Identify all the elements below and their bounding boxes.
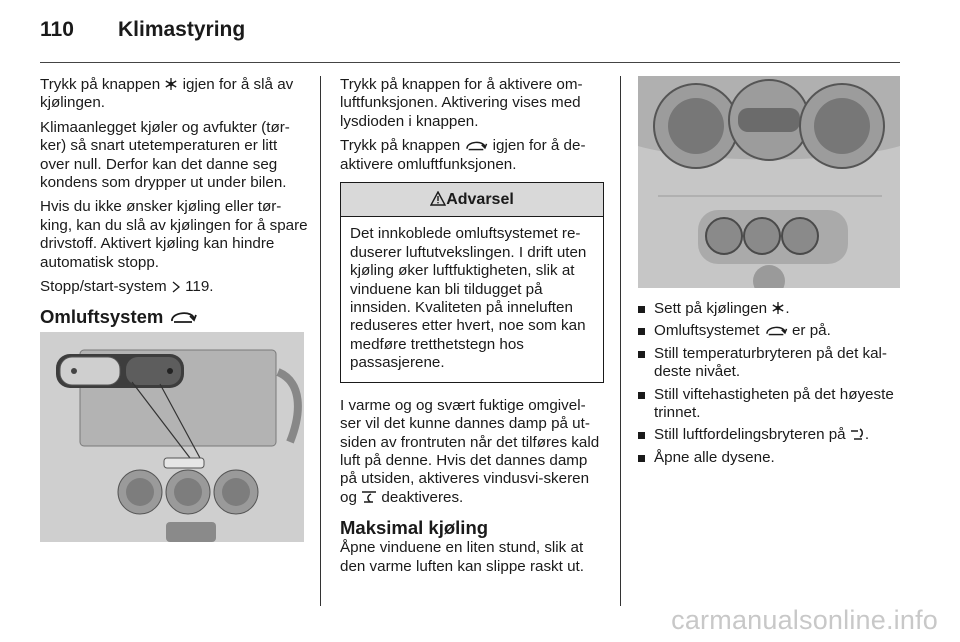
list-item bbox=[638, 345, 900, 382]
paragraph-fuel-saving: Hvis du ikke ønsker kjøling eller tør-king, kan du slå av kjølingen for å spare drivstoff. Aktivert kjøling kan hindre automatisk stopp. bbox=[40, 198, 308, 271]
section-heading-max-cooling: Maksimal kjøling bbox=[340, 517, 489, 539]
paragraph-max-cooling: Åpne vinduene en liten stund, slik at den varme luften kan slippe raskt ut. bbox=[340, 539, 584, 575]
list-item bbox=[638, 449, 900, 467]
section-heading-recirculation bbox=[40, 306, 308, 328]
watermark: carmanualsonline.info bbox=[671, 605, 938, 635]
list-item bbox=[638, 426, 900, 444]
list-item bbox=[638, 386, 900, 423]
paragraph-activate-recirc: Trykk på knappen for å aktivere om-luftfunksjonen. Aktivering vises med lysdioden i knappen. bbox=[340, 76, 583, 130]
text: I varme og og svært fuktige omgivel-ser vil det kunne dannes damp på ut-siden av frontruten når det tilføres kald luft på denne. Hvis det dannes damp på utsiden, aktiveres vindusvi-skeren og bbox=[340, 396, 600, 506]
warning-title: Advarsel bbox=[446, 191, 514, 209]
page-header bbox=[40, 18, 245, 42]
text: igjen for å slå av kjølingen. bbox=[40, 76, 294, 112]
text: igjen for å de-aktivere omluftfunksjonen. bbox=[340, 137, 586, 173]
warning-text: Det innkoblede omluftsystemet re-duserer luftutvekslingen. I drift uten kjøling øker luftfuktigheten, slik at vinduene kan bli tildugget på innsiden. Kvaliteten på inneluften reduseres etter hvert, noe som kan medføre tretthetstegn hos passasjerene. bbox=[350, 225, 587, 372]
text: er på. bbox=[791, 322, 831, 340]
page-reference-arrow-icon bbox=[171, 281, 181, 293]
windscreen-airflow-icon bbox=[361, 490, 377, 504]
text: Sett på kjølingen bbox=[654, 300, 768, 317]
column-right bbox=[638, 76, 900, 471]
text: Still temperaturbryteren på det kal-deste nivået. bbox=[654, 344, 887, 381]
paragraph-stop-start-ref bbox=[40, 278, 308, 296]
photo-recirculation-button bbox=[40, 332, 304, 542]
snowflake-icon bbox=[164, 77, 178, 91]
text: Still luftfordelingsbryteren på bbox=[654, 426, 846, 444]
instruction-list bbox=[638, 300, 900, 467]
paragraph-ac-info: Klimaanlegget kjøler og avfukter (tør-ker) så snart utetemperaturen er litt over null. Derfor kan det danne seg kondens som drypper ut under bilen. bbox=[40, 118, 290, 192]
text: Åpne alle dysene. bbox=[654, 448, 775, 466]
page-number: 110 bbox=[40, 18, 74, 41]
recirculation-icon bbox=[764, 324, 788, 337]
warning-header bbox=[341, 183, 603, 217]
list-item bbox=[638, 322, 900, 340]
text: Omluftsystemet bbox=[654, 322, 760, 340]
recirculation-icon bbox=[169, 309, 197, 325]
heading-text: Omluftsystem bbox=[40, 306, 164, 328]
page-reference[interactable]: 119. bbox=[185, 278, 214, 296]
column-divider bbox=[620, 76, 621, 606]
text: Trykk på knappen bbox=[340, 137, 461, 155]
text: . bbox=[785, 300, 790, 317]
text: . bbox=[864, 426, 870, 444]
warning-triangle-icon bbox=[430, 191, 446, 206]
column-left bbox=[40, 76, 308, 542]
column-middle bbox=[340, 76, 604, 582]
warning-box bbox=[340, 182, 604, 383]
page-title: Klimastyring bbox=[118, 18, 246, 41]
snowflake-icon bbox=[771, 301, 785, 315]
column-divider bbox=[320, 76, 321, 606]
text: Trykk på knappen bbox=[40, 76, 161, 93]
paragraph-cooling-off bbox=[40, 76, 308, 113]
recirculation-icon bbox=[464, 139, 488, 152]
seat-airflow-icon bbox=[850, 427, 865, 441]
header-divider bbox=[40, 62, 900, 63]
paragraph-deactivate-recirc bbox=[340, 137, 604, 174]
paragraph-humid-conditions bbox=[340, 397, 604, 507]
text: Stopp/start-system bbox=[40, 278, 167, 296]
text: deaktiveres. bbox=[381, 488, 464, 506]
text: Still viftehastigheten på det høyeste trinnet. bbox=[654, 385, 894, 422]
photo-climate-controls bbox=[638, 76, 900, 288]
list-item bbox=[638, 300, 900, 318]
